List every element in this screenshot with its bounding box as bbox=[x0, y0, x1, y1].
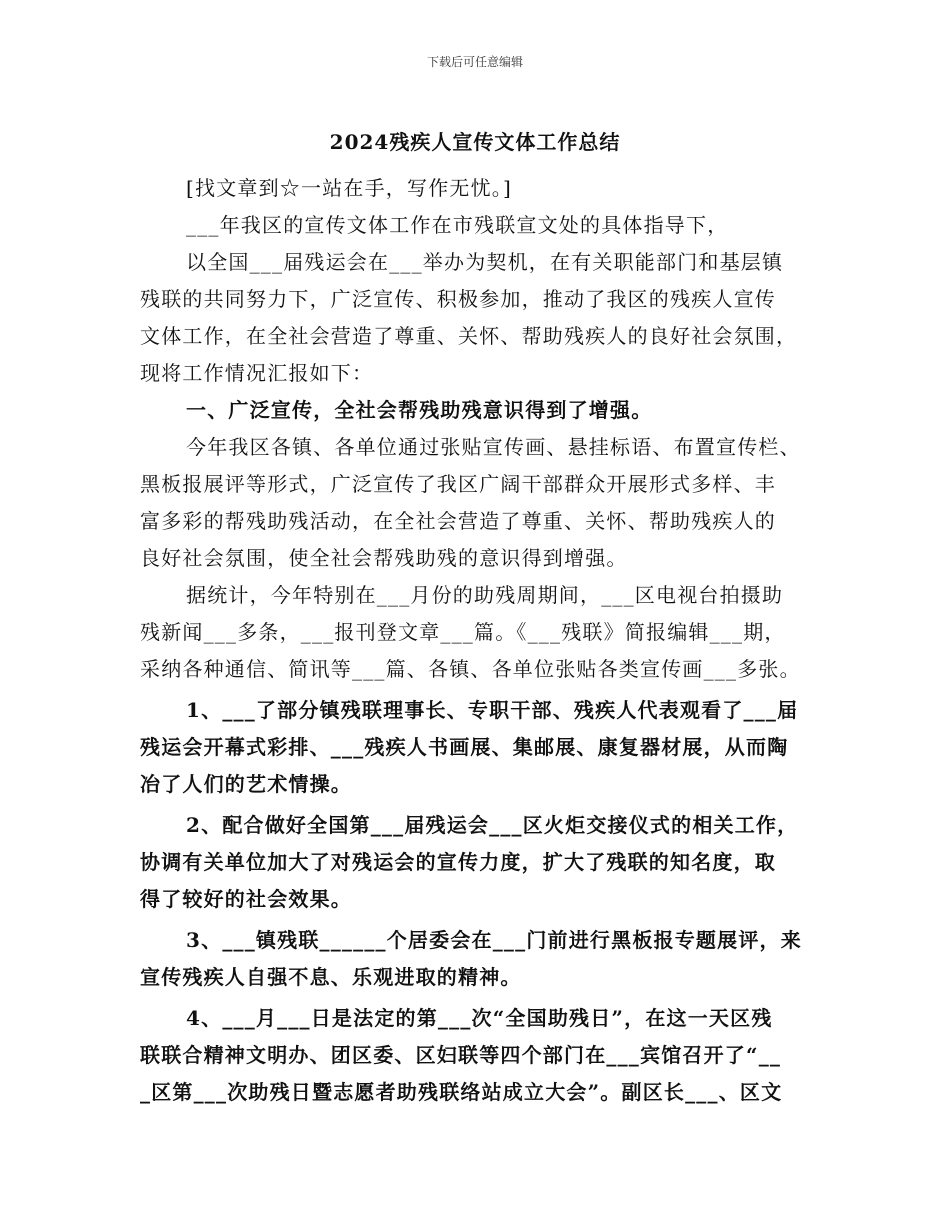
text-line: 协调有关单位加大了对残运会的宣传力度，扩大了残联的知名度，取 bbox=[140, 850, 776, 874]
intro-paragraph bbox=[140, 207, 820, 392]
intro-note bbox=[140, 170, 820, 207]
text-line: 文体工作，在全社会营造了尊重、关怀、帮助残疾人的良好社会氛围， bbox=[140, 324, 798, 348]
document-title: 2024残疾人宣传文体工作总结 bbox=[329, 130, 621, 154]
text-line: 富多彩的帮残助残活动，在全社会营造了尊重、关怀、帮助残疾人的 bbox=[140, 509, 776, 533]
item-4-paragraph bbox=[140, 1000, 820, 1111]
text-line: 2、配合做好全国第___届残运会___区火炬交接仪式的相关工作， bbox=[186, 813, 799, 837]
item-2-paragraph bbox=[140, 807, 820, 918]
section-paragraph bbox=[140, 429, 820, 577]
text-line: 良好社会氛围，使全社会帮残助残的意识得到增强。 bbox=[140, 546, 628, 570]
text-line: 3、___镇残联______个居委会在___门前进行黑板报专题展评，来 bbox=[186, 928, 802, 952]
text-line: 一、广泛宣传，全社会帮残助残意识得到了增强。 bbox=[186, 398, 653, 422]
text-line: 冶了人们的艺术情操。 bbox=[140, 772, 352, 796]
text-line: 黑板报展评等形式，广泛宣传了我区广阔干部群众开展形式多样、丰 bbox=[140, 472, 776, 496]
statistics-paragraph bbox=[140, 577, 820, 688]
text-line: 残新闻___多条，___报刊登文章___篇。《___残联》简报编辑___期， bbox=[140, 620, 786, 644]
text-line: 以全国___届残运会在___举办为契机，在有关职能部门和基层镇 bbox=[186, 250, 784, 274]
text-line: 残联的共同努力下，广泛宣传、积极参加，推动了我区的残疾人宣传 bbox=[140, 287, 776, 311]
item-3-paragraph bbox=[140, 922, 820, 996]
text-line: _区第___次助残日暨志愿者助残联络站成立大会”。副区长___、区文 bbox=[140, 1080, 783, 1104]
text-line: 今年我区各镇、各单位通过张贴宣传画、悬挂标语、布置宣传栏、 bbox=[186, 435, 801, 459]
text-line: 4、___月___日是法定的第___次“全国助残日”，在这一天区残 bbox=[186, 1006, 773, 1030]
page-header-note: 下载后可任意编辑 bbox=[426, 55, 523, 69]
text-line: 据统计，今年特别在___月份的助残周期间，___区电视台拍摄助 bbox=[186, 583, 784, 607]
text-line: [找文章到☆一站在手，写作无忧。] bbox=[186, 176, 513, 200]
text-line: 采纳各种通信、简讯等___篇、各镇、各单位张贴各类宣传画___多张。 bbox=[140, 657, 801, 681]
text-line: 宣传残疾人自强不息、乐观进取的精神。 bbox=[140, 965, 522, 989]
section-heading bbox=[140, 392, 820, 429]
item-1-paragraph bbox=[140, 692, 820, 803]
text-line: 得了较好的社会效果。 bbox=[140, 887, 352, 911]
text-line: 联联合精神文明办、团区委、区妇联等四个部门在___宾馆召开了“__ bbox=[140, 1043, 782, 1067]
text-line: ___年我区的宣传文体工作在市残联宣文处的具体指导下， bbox=[186, 213, 729, 237]
text-line: 残运会开幕式彩排、___残疾人书画展、集邮展、康复器材展，从而陶 bbox=[140, 735, 789, 759]
text-line: 1、___了部分镇残联理事长、专职干部、残疾人代表观看了___届 bbox=[186, 698, 799, 722]
document-body bbox=[140, 170, 820, 1111]
text-line: 现将工作情况汇报如下： bbox=[140, 361, 374, 385]
